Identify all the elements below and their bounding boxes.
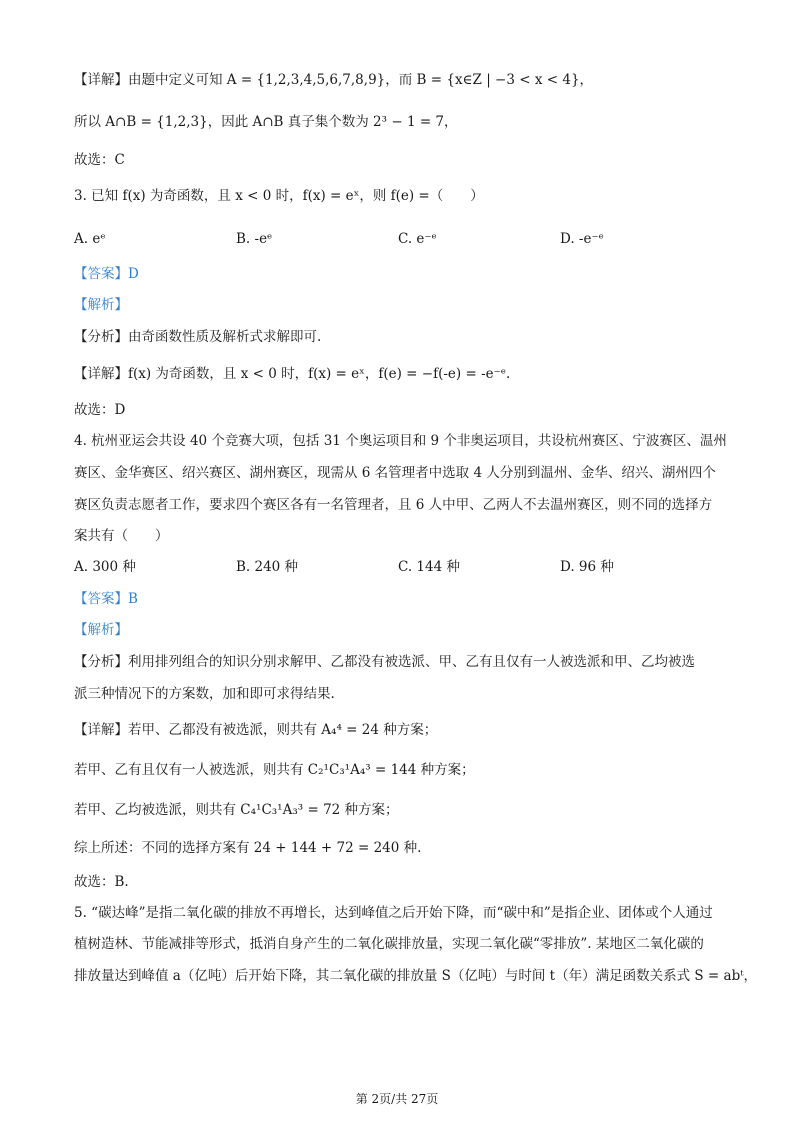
detail-line-set-definition: 【详解】由题中定义可知 A = {1,2,3,4,5,6,7,8,9}，而 B = {x∈Z | −3 < x < 4}， (74, 72, 594, 88)
question-5-stem-line-1: 5. “碳达峰”是指二氧化碳的排放不再增长，达到峰值之后开始下降，而“碳中和”是指企业、团体或个人通过 (74, 905, 713, 921)
question-5-stem-line-3: 排放量达到峰值 a（亿吨）后开始下降，其二氧化碳的排放量 S（亿吨）与时间 t（年）满足函数关系式 S = abᵗ， (74, 968, 758, 984)
q4-fenxi-line-1: 【分析】利用排列组合的知识分别求解甲、乙都没有被选派、甲、乙有且仅有一人被选派和甲、乙均被选 (74, 654, 695, 670)
detail-line-intersection: 所以 A∩B = {1,2,3}，因此 A∩B 真子集个数为 2³ − 1 = 7， (74, 114, 458, 130)
question-4-stem-line-3: 赛区负责志愿者工作，要求四个赛区各有一名管理者，且 6 人中甲、乙两人不去温州赛区，则不同的选择方 (74, 497, 713, 513)
question-5-stem-line-2: 植树造林、节能减排等形式，抵消自身产生的二氧化碳排放量，实现二氧化碳“零排放”. 某地区二氧化碳的 (74, 936, 704, 952)
q4-option-b: B. 240 种 (236, 559, 299, 575)
q3-choice: 故选：D (74, 402, 126, 418)
q4-detail-case-2: 若甲、乙有且仅有一人被选派，则共有 C₂¹C₃¹A₄³ = 144 种方案； (74, 762, 475, 778)
question-4-stem-line-4: 案共有（ ） (74, 528, 169, 544)
question-3-stem: 3. 已知 f(x) 为奇函数，且 x < 0 时，f(x) = eˣ，则 f(e) =（ ） (74, 188, 484, 204)
q3-fenxi: 【分析】由奇函数性质及解析式求解即可. (74, 329, 322, 345)
q3-option-a: A. eᵉ (74, 231, 106, 247)
q4-answer: 【答案】B (74, 591, 138, 607)
q4-option-a: A. 300 种 (74, 559, 136, 575)
q4-detail-case-3: 若甲、乙均被选派，则共有 C₄¹C₃¹A₃³ = 72 种方案； (74, 802, 399, 818)
q3-option-b: B. -eᵉ (236, 231, 273, 247)
q3-option-d: D. -e⁻ᵉ (560, 231, 604, 247)
q4-analysis-heading: 【解析】 (74, 622, 128, 638)
choice-line: 故选：C (74, 152, 125, 168)
q4-option-c: C. 144 种 (398, 559, 460, 575)
q3-option-c: C. e⁻ᵉ (398, 231, 437, 247)
question-4-stem-line-2: 赛区、金华赛区、绍兴赛区、湖州赛区，现需从 6 名管理者中选取 4 人分别到温州、金华、绍兴、湖州四个 (74, 465, 716, 481)
q3-detail: 【详解】f(x) 为奇函数，且 x < 0 时，f(x) = eˣ，f(e) = −f(-e) = -e⁻ᵉ. (74, 366, 511, 382)
page-number-footer: 第 2页/共 27页 (355, 1092, 439, 1106)
q3-analysis-heading: 【解析】 (74, 297, 128, 313)
q4-choice: 故选：B. (74, 874, 129, 890)
q4-detail-case-1: 【详解】若甲、乙都没有被选派，则共有 A₄⁴ = 24 种方案； (74, 722, 438, 738)
q4-fenxi-line-2: 派三种情况下的方案数，加和即可求得结果. (74, 686, 335, 702)
q3-answer: 【答案】D (74, 266, 139, 282)
q4-detail-summary: 综上所述：不同的选择方案有 24 + 144 + 72 = 240 种. (74, 840, 422, 856)
question-4-stem-line-1: 4. 杭州亚运会共设 40 个竞赛大项，包括 31 个奥运项目和 9 个非奥运项目，共设杭州赛区、宁波赛区、温州 (74, 433, 727, 449)
q4-option-d: D. 96 种 (560, 559, 614, 575)
